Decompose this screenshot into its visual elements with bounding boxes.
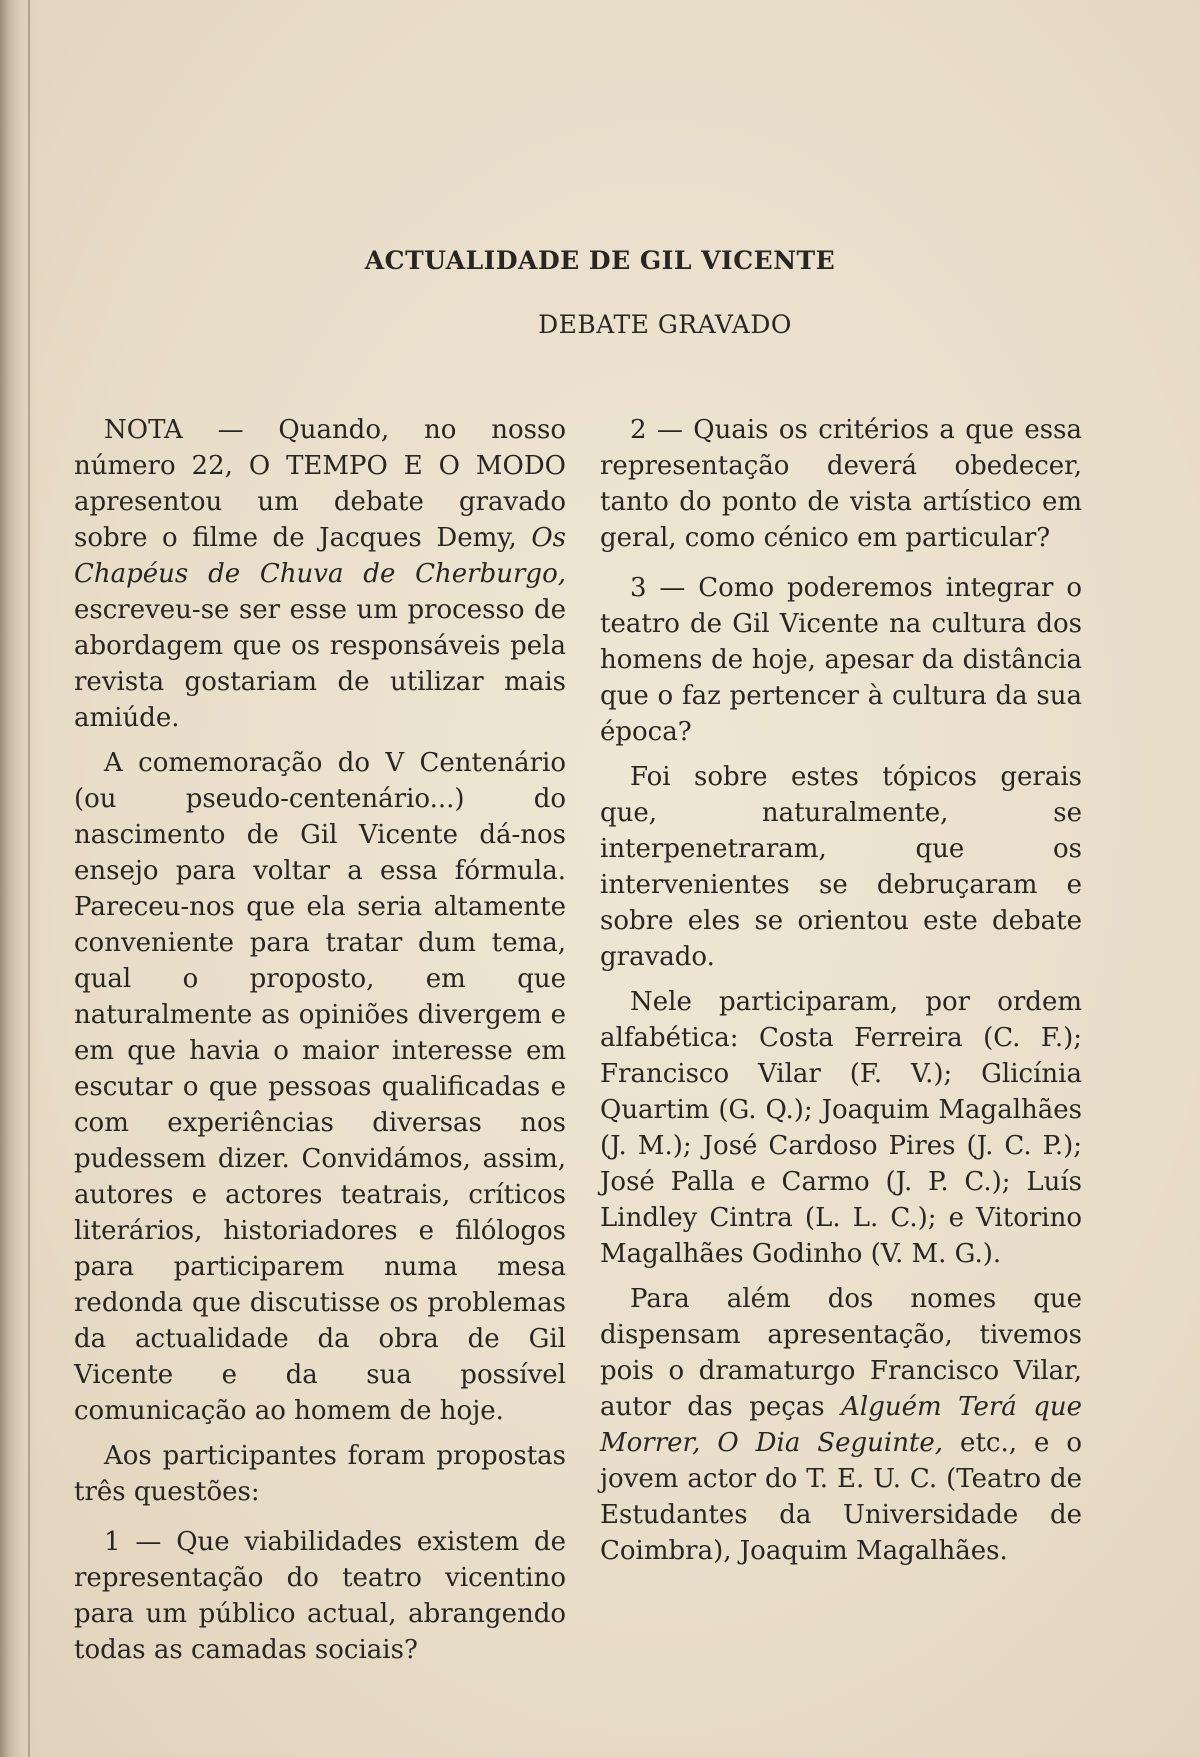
left-column — [74, 412, 566, 1677]
paragraph-apresentacao-play-titles: Alguém Terá que Morrer, O Dia Seguinte, — [600, 1392, 1083, 1458]
paragraph-questoes-intro: Aos participantes foram propostas três questões: — [74, 1441, 566, 1507]
article-title: ACTUALIDADE DE GIL VICENTE — [364, 246, 836, 275]
paragraph-nota — [74, 412, 566, 736]
paragraph-apresentacao-text-b: etc., e o jovem actor do T. E. U. C. (Teatro de Estudantes da Universidade de Coimbra), Joaquim Magalhães. — [600, 1428, 1083, 1566]
question-3: 3 — Como poderemos integrar o teatro de Gil Vicente na cultura dos homens de hoje, apesar da distância que o faz pertencer à cultura da sua época? — [600, 573, 1082, 747]
question-2: 2 — Quais os critérios a que essa representação deverá obedecer, tanto do ponto de vista artístico em geral, como cénico em particular? — [600, 415, 1082, 553]
paragraph-apresentacao — [600, 1281, 1082, 1569]
question-1: 1 — Que viabilidades existem de representação do teatro vicentino para um público actual, abrangendo todas as camadas sociais? — [74, 1527, 566, 1665]
paragraph-nota-text-b: escreveu-se ser esse um processo de abordagem que os responsáveis pela revista gostariam de utilizar mais amiúde. — [74, 595, 566, 733]
paragraph-nota-film-title: Os Chapéus de Chuva de Cherburgo, — [74, 523, 566, 589]
paragraph-topicos: Foi sobre estes tópicos gerais que, naturalmente, se interpenetraram, que os intervenientes se debruçaram e sobre eles se orientou este debate gravado. — [600, 762, 1082, 972]
paragraph-participantes: Nele participaram, por ordem alfabética: Costa Ferreira (C. F.); Francisco Vilar (F. V.); Glicínia Quartim (G. Q.); Joaquim Magalhães (J. M.); José Cardoso Pires (J. C. P.); José Palla e Carmo (J. P. C.); Luís Lindley Cintra (L. L. C.); e Vitorino Magalhães Godinho (V. M. G.). — [600, 987, 1082, 1269]
right-column — [600, 412, 1082, 1578]
paragraph-nota-text-a: NOTA — Quando, no nosso número 22, O TEMPO E O MODO apresentou um debate gravado sobre o filme de Jacques Demy, — [74, 415, 566, 553]
article-subtitle: DEBATE GRAVADO — [538, 310, 792, 339]
paragraph-apresentacao-text-a: Para além dos nomes que dispensam apresentação, tivemos pois o dramaturgo Francisco Vilar, autor das peças — [600, 1284, 1082, 1422]
paragraph-comemoracao: A comemoração do V Centenário (ou pseudo-centenário...) do nascimento de Gil Vicente dá-nos ensejo para voltar a essa fórmula. Pareceu-nos que ela seria altamente conveniente para tratar dum tema, qual o proposto, em que naturalmente as opiniões divergem e em que havia o maior interesse em escutar o que pessoas qualificadas e com experiências diversas nos pudessem dizer. Convidámos, assim, autores e actores teatrais, críticos literários, historiadores e filólogos para participarem numa mesa redonda que discutisse os problemas da actualidade da obra de Gil Vicente e da sua possível comunicação ao homem de hoje. — [74, 748, 566, 1426]
